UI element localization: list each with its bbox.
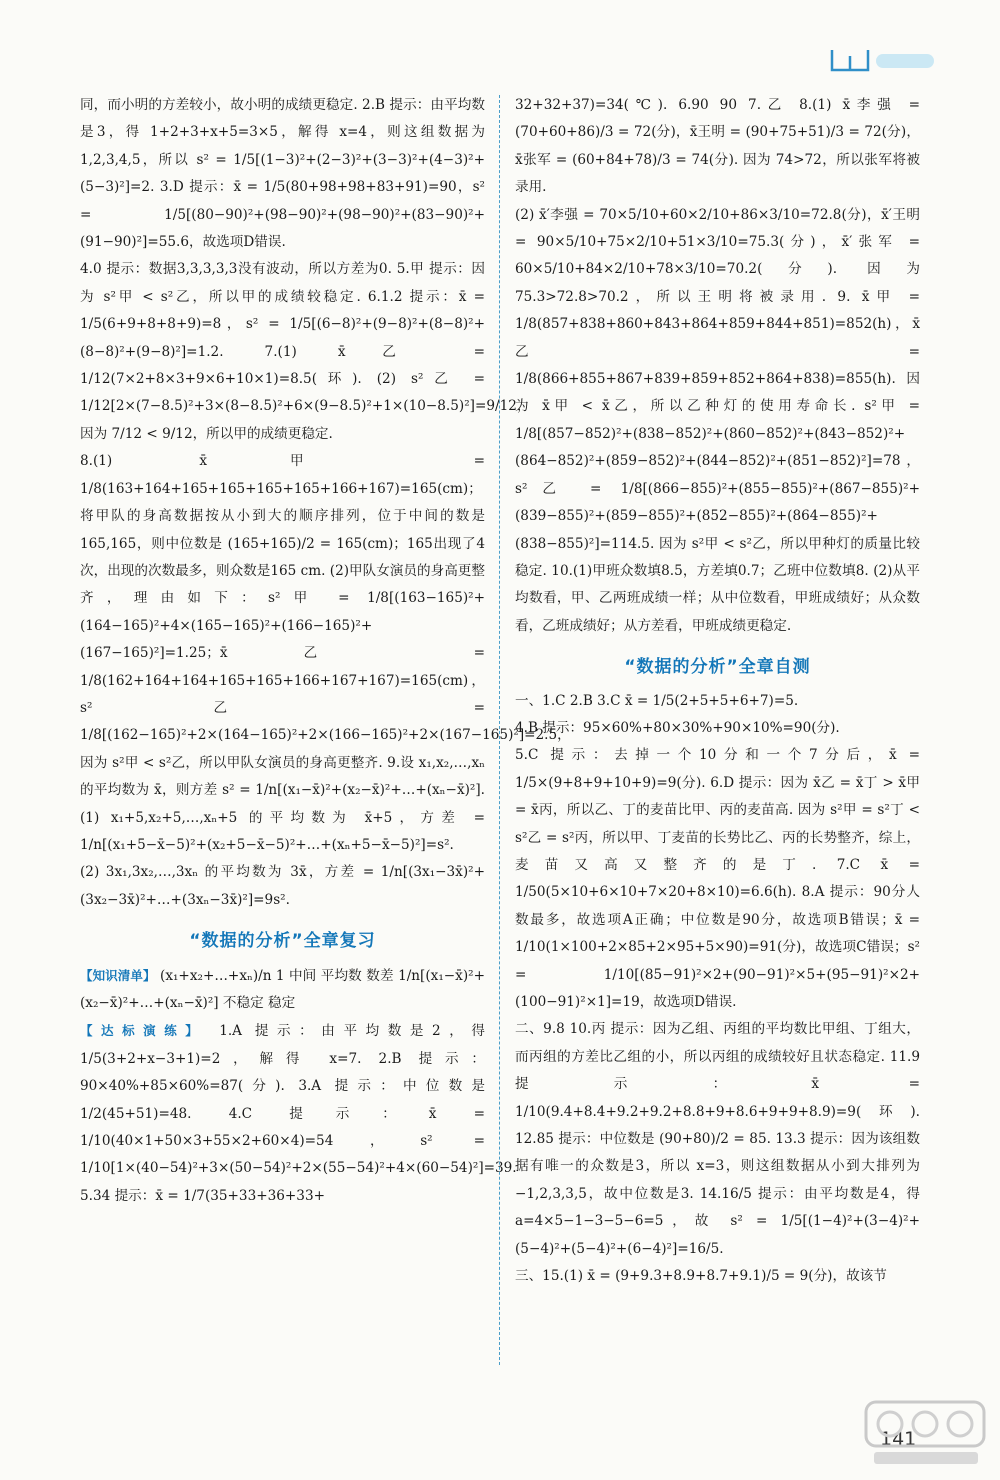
right-paragraph-1: 32+32+37)=34(℃). 6.90 90 7.乙 8.(1) x̄李强 = (70+60+86)/3 = 72(分)，x̄王明 = (90+75+51)/3 = 72(分)，x̄张军 = (60+84+78)/3 = 74(分). 因为 74>72，所以张军将被录用. [515, 97, 920, 196]
review-section-heading: “数据的分析”全章复习 [189, 931, 376, 952]
right-paragraph-5: 5.C 提示：去掉一个10分和一个7分后，x̄ = 1/5×(9+8+9+10+9)=9(分). 6.D 提示：因为 x̄乙 = x̄丁 > x̄甲 = x̄丙，所以乙、丁的麦苗比甲、丙的麦苗高. 因为 s²甲 = s²丁 < s²乙 = s²丙，所以甲、丁麦苗的长势比乙、丙的长势整齐，综上，麦苗又高又整齐的是丁. 7.C x̄ = 1/50(5×10+6×10+7×20+8×10)=6.6(h). 8.A 提示：90分人数最多，故选项A正确；中位数是90分，故选项B错误；x̄ = 1/10(1×100+2×85+2×95+5×90)=91(分)，故选项C错误；s² = 1/10[(85−91)²×2+(90−91)²×5+(95−91)²×2+(100−91)²×1]=19，故选项D错误. [515, 747, 920, 1010]
column-divider [499, 95, 500, 1365]
right-paragraph-6: 二、9.8 10.丙 提示：因为乙组、丙组的平均数比甲组、丁组大，而丙组的方差比乙组的小，所以丙组的成绩较好且状态稳定. 11.9 提示：x̄ = 1/10(9.4+8.4+9.2+9.2+8.8+9+8.6+9+9+8.9)=9(环). 12.85 提示：中位数是 (90+80)/2 = 85. 13.3 提示：因为该组数据有唯一的众数是3，所以 x=3，则这组数据从小到大排列为−1,2,3,3,5，故中位数是3. 14.16/5 提示：由平均数是4，得 a=4×5−1−3−5−6=5，故 s² = 1/5[(1−4)²+(3−4)²+(5−4)²+(5−4)²+(6−4)²]=16/5. [515, 1021, 920, 1257]
practice-block [80, 1017, 517, 1210]
left-paragraph-1: 同，而小明的方差较小，故小明的成绩更稳定. 2.B 提示：由平均数是3，得 1+2+3+x+5=3×5，解得 x=4，则这组数据为1,2,3,4,5，所以 s² = 1/5[(1−3)²+(2−3)²+(3−3)²+(4−3)²+(5−3)²]=2. 3.D 提示：x̄ = 1/5(80+98+98+83+91)=90，s² = 1/5[(80−90)²+(98−90)²+(98−90)²+(83−90)²+(91−90)²]=55.6，故选项D错误. [80, 97, 485, 251]
right-paragraph-2: (2) x̄′李强 = 70×5/10+60×2/10+86×3/10=72.8(分)，x̄′王明 = 90×5/10+75×2/10+51×3/10=75.3(分)，x̄′张军 = 60×5/10+84×2/10+78×3/10=70.2(分). 因为 75.3>72.8>70.2，所以王明将被录用. 9. x̄甲 = 1/8(857+838+860+843+864+859+844+851)=852(h)，x̄乙 = 1/8(866+855+867+839+859+852+864+838)=855(h). 因为 x̄甲 < x̄乙，所以乙种灯的使用寿命长. s²甲 = 1/8[(857−852)²+(838−852)²+(860−852)²+(843−852)²+(864−852)²+(859−852)²+(844−852)²+(851−852)²]=78，s²乙 = 1/8[(866−855)²+(855−855)²+(867−855)²+(839−855)²+(859−855)²+(852−855)²+(864−855)²+(838−855)²]=114.5. 因为 s²甲 < s²乙，所以甲种灯的质量比较稳定. 10.(1)甲班众数填8.5，方差填0.7；乙班中位数填8. (2)从平均数看，甲、乙两班成绩一样；从中位数看，甲班成绩好；从众数看，乙班成绩好；从方差看，甲班成绩更稳定. [515, 206, 920, 634]
left-paragraph-4: (2) 3x₁,3x₂,…,3xₙ 的平均数为 3x̄，方差 = 1/n[(3x₁−3x̄)²+(3x₂−3x̄)²+…+(3xₙ−3x̄)²]=9s². [80, 864, 485, 908]
practice-tag: 【达标演练】 [80, 1023, 207, 1039]
right-paragraph-3: 一、1.C 2.B 3.C x̄ = 1/5(2+5+5+6+7)=5. [515, 692, 799, 709]
corner-decoration-icon [828, 46, 938, 76]
page-number: 141 [880, 1428, 917, 1450]
left-paragraph-2: 4.0 提示：数据3,3,3,3,3没有波动，所以方差为0. 5.甲 提示：因为 s²甲 < s²乙，所以甲的成绩较稳定. 6.1.2 提示：x̄ = 1/5(6+9+8+8+9)=8，s² = 1/5[(6−8)²+(9−8)²+(8−8)²+(8−8)²+(9−8)²]=1.2. 7.(1) x̄乙 = 1/12(7×2+8×3+9×6+10×1)=8.5(环). (2) s²乙 = 1/12[2×(7−8.5)²+3×(8−8.5)²+6×(9−8.5)²+1×(10−8.5)²]=9/12，因为 7/12 < 9/12，所以甲的成绩更稳定. [80, 261, 531, 442]
right-paragraph-7: 三、15.(1) x̄ = (9+9.3+8.9+8.7+9.1)/5 = 9(分)，故该节 [515, 1268, 887, 1285]
practice-text: 1.A 提示：由平均数是2，得 1/5(3+2+x−3+1)=2，解得 x=7. 2.B 提示：90×40%+85×60%=87(分). 3.A 提示：中位数是 1/2(45+51)=48. 4.C 提示：x̄ = 1/10(40×1+50×3+55×2+60×4)=54，s² = 1/10[1×(40−54)²+3×(50−54)²+2×(55−54)²+4×(60−54)²]=39. 5.34 提示：x̄ = 1/7(35+33+36+33+ [80, 1023, 517, 1204]
right-column [515, 92, 920, 1290]
knowledge-list-tag: 【知识清单】 [80, 967, 156, 983]
knowledge-list-text: (x₁+x₂+…+xₙ)/n 1 中间 平均数 数差 1/n[(x₁−x̄)²+(x₂−x̄)²+…+(xₙ−x̄)²] 不稳定 稳定 [80, 967, 485, 1011]
right-paragraph-4: 4.B 提示：95×60%+80×30%+90×10%=90(分). [515, 719, 840, 736]
left-column [80, 92, 571, 1210]
left-paragraph-3: 8.(1) x̄甲 = 1/8(163+164+165+165+165+165+166+167)=165(cm)；将甲队的身高数据按从小到大的顺序排列，位于中间的数是165,165，则中位数是 (165+165)/2 = 165(cm)；165出现了4次，出现的次数最多，则众数是165 cm. (2)甲队女演员的身高更整齐，理由如下：s²甲 = 1/8[(163−165)²+(164−165)²+4×(165−165)²+(166−165)²+(167−165)²]=1.25；x̄乙 = 1/8(162+164+164+165+165+166+167+167)=165(cm)，s²乙 = 1/8[(162−165)²+2×(164−165)²+2×(166−165)²+2×(167−165)²]=2.5，因为 s²甲 < s²乙，所以甲队女演员的身高更整齐. 9.设 x₁,x₂,…,xₙ 的平均数为 x̄，则方差 s² = 1/n[(x₁−x̄)²+(x₂−x̄)²+…+(xₙ−x̄)²]. (1) x₁+5,x₂+5,…,xₙ+5 的平均数为 x̄+5，方差 = 1/n[(x₁+5−x̄−5)²+(x₂+5−x̄−5)²+…+(xₙ+5−x̄−5)²]=s². [80, 453, 571, 853]
test-section-heading: “数据的分析”全章自测 [624, 657, 811, 678]
knowledge-list [80, 962, 485, 1018]
watermark-logo-icon [860, 1392, 990, 1472]
